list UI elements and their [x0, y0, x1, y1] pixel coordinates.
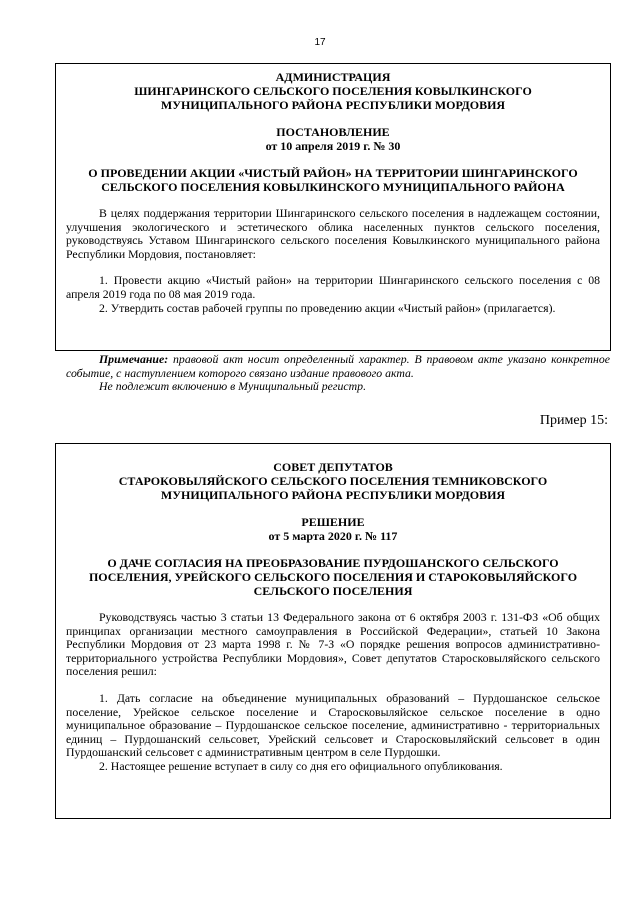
note-line: Не подлежит включению в Муниципальный регистр. [99, 379, 367, 394]
preamble-paragraph: В целях поддержания территории Шингаринского сельского поселения в надлежащем состоянии, улучшения экологического и эстетического облика населенных пунктов сельского поселения, руководствуясь Уставом Шингаринского сельского поселения Ковылкинского муниципального района Республики Мордовия, постановляет: [66, 206, 600, 261]
note-text: правовой акт носит определенный характер. В правовом акте указано конкретное событие, с наступлением которого связано издание правового акта. [66, 352, 610, 380]
title-line: ПОСЕЛЕНИЯ, УРЕЙСКОГО СЕЛЬСКОГО ПОСЕЛЕНИЯ И СТАРОКОВЫЛЯЙСКОГО [88, 570, 578, 584]
preamble-paragraph: Руководствуясь частью 3 статьи 13 Федерального закона от 6 октября 2003 г. 131-ФЗ «Об общих принципах организации местного самоуправления в Российской Федерации», статьей 10 Закона Республики Мордовия от 23 марта 1998 г. № 7-З «О порядке решения вопросов административно-территориального устройства Республики Мордовия», Совет депутатов Старосковыляйского сельского поселения решил: [66, 610, 600, 679]
example-label: Пример 15: [539, 413, 608, 428]
document-box-postanovlenie [55, 63, 611, 351]
authority-heading [66, 70, 600, 112]
resolution-item: 1. Провести акцию «Чистый район» на территории Шингаринского сельского поселения с 08 апреля 2019 года по 08 мая 2019 года. [66, 273, 600, 301]
document-title [66, 556, 600, 598]
title-line: О ДАЧЕ СОГЛАСИЯ НА ПРЕОБРАЗОВАНИЕ ПУРДОШАНСКОГО СЕЛЬСКОГО [107, 556, 559, 570]
authority-line: АДМИНИСТРАЦИЯ [275, 70, 391, 84]
document-type: РЕШЕНИЕ [301, 515, 365, 529]
page-number: 17 [314, 37, 326, 48]
decision-item: 1. Дать согласие на объединение муниципальных образований – Пурдошанское сельское поселение, Урейское сельское поселение и Старосковыляйское сельское поселение в одно муниципальное образование – Пурдошанское сельское поселение, административно - территориальных единиц – Пурдошанский сельсовет, Урейский сельсовет и Старосковыляйский сельсовет в один Пурдошанский сельсовет с административным центром в селе Пурдошки. [66, 690, 600, 760]
decision-item: 2. Настоящее решение вступает в силу со дня его официального опубликования. [99, 758, 503, 773]
authority-line: ШИНГАРИНСКОГО СЕЛЬСКОГО ПОСЕЛЕНИЯ КОВЫЛКИНСКОГО [134, 84, 532, 98]
title-line: СЕЛЬСКОГО ПОСЕЛЕНИЯ КОВЫЛКИНСКОГО МУНИЦИПАЛЬНОГО РАЙОНА [101, 180, 565, 194]
authority-line: МУНИЦИПАЛЬНОГО РАЙОНА РЕСПУБЛИКИ МОРДОВИЯ [160, 98, 506, 112]
title-line: СЕЛЬСКОГО ПОСЕЛЕНИЯ [253, 584, 413, 598]
document-type: ПОСТАНОВЛЕНИЕ [276, 125, 390, 139]
document-date-number: от 10 апреля 2019 г. № 30 [265, 139, 401, 153]
authority-line: МУНИЦИПАЛЬНОГО РАЙОНА РЕСПУБЛИКИ МОРДОВИЯ [160, 488, 506, 502]
resolution-item: 2. Утвердить состав рабочей группы по проведению акции «Чистый район» (прилагается). [99, 300, 556, 315]
authority-line: СТАРОКОВЫЛЯЙСКОГО СЕЛЬСКОГО ПОСЕЛЕНИЯ ТЕМНИКОВСКОГО [118, 474, 548, 488]
note-paragraph [66, 353, 610, 380]
note-label: Примечание: [99, 352, 169, 366]
title-line: О ПРОВЕДЕНИИ АКЦИИ «ЧИСТЫЙ РАЙОН» НА ТЕРРИТОРИИ ШИНГАРИНСКОГО [88, 166, 578, 180]
document-title [66, 166, 600, 194]
authority-line: СОВЕТ ДЕПУТАТОВ [273, 460, 393, 474]
document-box-reshenie [55, 443, 611, 819]
authority-heading [66, 460, 600, 502]
document-date-number: от 5 марта 2020 г. № 117 [268, 529, 398, 543]
note-block [66, 353, 610, 394]
